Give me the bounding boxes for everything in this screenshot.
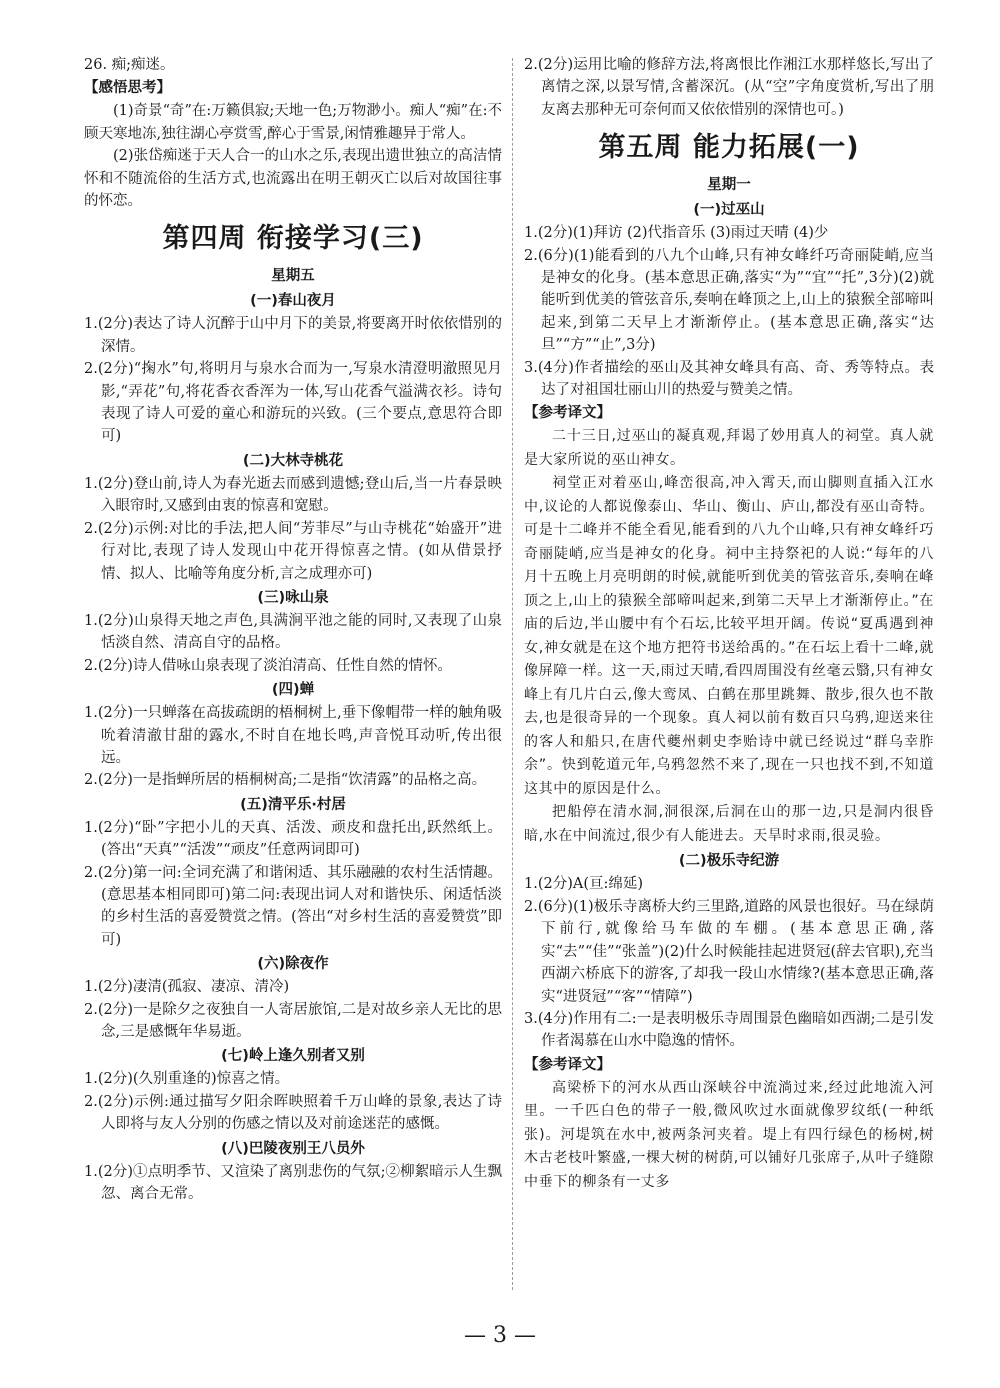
translation-paragraph: 高梁桥下的河水从西山深峡谷中流淌过来,经过此地流入河里。一千匹白色的带子一般,微风吹过水面就像罗纹纸(一种纸张)。河堤筑在水中,被两条河夹着。堤上有四行绿色的杨树,树木古老枝叶繁盛,一棵大树的树荫,可以铺好几张席子,从叶子缝隙中垂下的柳条有一丈多	[524, 1079, 934, 1190]
section-title-cicada: (四)蝉	[271, 682, 315, 699]
day-monday-heading: 星期一	[707, 177, 751, 194]
answer-item: 3.(4分)作者描绘的巫山及其神女峰具有高、奇、秀等特点。表达了对祖国壮丽山川的热爱与赞美之情。	[524, 359, 934, 399]
week-four-title: 第四周 衔接学习(三)	[162, 223, 424, 255]
left-column	[84, 54, 502, 1205]
reflection-paragraph-1: (1)奇景“奇”在:万籁俱寂;天地一色;万物渺小。痴人“痴”在:不顾天寒地冻,独往湖心亭赏雪,醉心于雪景,闲情雅趣异于常人。	[84, 103, 502, 142]
section-title-reunion-farewell: (七)岭上逢久别者又别	[221, 1048, 365, 1065]
reflection-paragraph-2: (2)张岱痴迷于天人合一的山水之乐,表现出遗世独立的高洁情怀和不随流俗的生活方式,也流露出在明王朝灭亡以后对故国往事的怀恋。	[84, 148, 502, 210]
answer-item: 1.(2分)(久别重逢的)惊喜之情。	[84, 1071, 290, 1088]
translation-paragraph: 二十三日,过巫山的凝真观,拜谒了妙用真人的祠堂。真人就是大家所说的巫山神女。	[524, 428, 934, 468]
answer-item: 2.(2分)示例:对比的手法,把人间“芳菲尽”与山寺桃花“始盛开”进行对比,表现了诗人发现山中花开得惊喜之情。(如从借景抒情、拟人、比喻等角度分析,言之成理亦可)	[84, 520, 502, 582]
answer-item: 2.(6分)(1)极乐寺离桥大约三里路,道路的风景也很好。马在绿荫下前行,就像给马车做的车棚。(基本意思正确,落实“去”“佳”“张盖”)(2)什么时候能挂起进贤冠(辞去官职),充当西湖六桥底下的游客,了却我一段山水情缘?(基本意思正确,落实“进贤冠”“客”“情障”)	[524, 898, 934, 1005]
answer-item: 1.(2分)山泉得天地之声色,具满涧平池之能的同时,又表现了山泉恬淡自然、清高自守的品格。	[84, 612, 502, 652]
section-title-baling-farewell: (八)巴陵夜别王八员外	[221, 1140, 365, 1157]
translation-block	[524, 425, 934, 848]
answer-item: 3.(4分)作用有二:一是表明极乐寺周围景色幽暗如西湖;二是引发作者渴慕在山水中隐逸的情怀。	[524, 1010, 934, 1050]
page-number: — 3 —	[464, 1323, 536, 1348]
answer-item: 1.(2分)登山前,诗人为春光逝去而感到遗憾;登山后,当一片春景映入眼帘时,又感到由衷的惊喜和宽慰。	[84, 475, 502, 515]
section-title-dalin-temple: (二)大林寺桃花	[242, 452, 344, 469]
translation-paragraph: 把船停在清水洞,洞很深,后洞在山的那一边,只是洞内很昏暗,水在中间流过,很少有人能进去。天旱时求雨,很灵验。	[524, 804, 934, 844]
day-friday-heading: 星期五	[271, 268, 315, 285]
answer-item: 1.(2分)凄清(孤寂、凄凉、清冷)	[84, 979, 290, 996]
answer-item: 1.(2分)(1)拜访 (2)代指音乐 (3)雨过天晴 (4)少	[524, 225, 829, 242]
answer-item: 2.(2分)运用比喻的修辞方法,将离恨比作湘江水那样悠长,写出了离情之深,以景写情,含蓄深沉。(从“空”字角度赏析,写出了朋友离去那种无可奈何而又依依惜别的深情也可。)	[524, 57, 934, 118]
answer-item: 2.(2分)一是除夕之夜独自一人寄居旅馆,二是对故乡亲人无比的思念,三是感慨年华易逝。	[84, 1001, 502, 1040]
section-title-village-life: (五)清平乐·村居	[240, 796, 346, 813]
week-five-title: 第五周 能力拓展(一)	[598, 132, 860, 164]
answer-item: 2.(6分)(1)能看到的八九个山峰,只有神女峰纤巧奇丽陡峭,应当是神女的化身。(基本意思正确,落实“为”“宜”“托”,3分)(2)就能听到优美的管弦音乐,奏响在峰顶之上,山上的猿猴全部啼叫起来,到第二天早上才渐渐停止。(基本意思正确,落实“达旦”“方”“止”,3分)	[524, 247, 934, 354]
translation-tag: 【参考译文】	[524, 405, 611, 422]
reflection-tag: 【感悟思考】	[84, 80, 171, 97]
section-title-mountain-spring: (三)咏山泉	[257, 589, 329, 606]
answer-item: 1.(2分)一只蝉落在高拔疏朗的梧桐树上,垂下像帽带一样的触角吸吮着清澈甘甜的露水,不时自在地长鸣,声音悦耳动听,传出很远。	[84, 705, 502, 766]
answer-item: 1.(2分)A(亘:绵延)	[524, 876, 644, 893]
translation-paragraph: 祠堂正对着巫山,峰峦很高,冲入霄天,而山脚则直插入江水中,议论的人都说像泰山、华山、衡山、庐山,都没有巫山奇特。可是十二峰并不能全看见,能看到的八九个山峰,只有神女峰纤巧奇丽陡峭,应当是神女的化身。祠中主持祭祀的人说:“每年的八月十五晚上月亮明朗的时候,就能听到优美的管弦音乐,奏响在峰顶之上,山上的猿猴全部啼叫起来,到第二天早上才渐渐停止。”在庙的后边,半山腰中有个石坛,比较平坦开阔。传说“夏禹遇到神女,神女就是在这个地方把符书送给禹的。”在石坛上看十二峰,就像屏障一样。这一天,雨过天晴,看四周围没有丝毫云翳,只有神女峰上有几片白云,像大鸾凤、白鹤在那里跳舞、散步,很久也不散去,也是很奇异的一个现象。真人祠以前有数百只乌鸦,迎送来往的客人和船只,在唐代夔州刺史李贻诗中就已经说过“群乌幸胙余”。快到乾道元年,乌鸦忽然不来了,现在一只也找不到,不知道这其中的原因是什么。	[524, 475, 934, 797]
answer-item: 1.(2分)表达了诗人沉醉于山中月下的美景,将要离开时依依惜别的深情。	[84, 316, 502, 355]
translation-tag: 【参考译文】	[524, 1056, 611, 1073]
answer-item: 2.(2分)一是指蝉所居的梧桐树高;二是指“饮清露”的品格之高。	[84, 772, 487, 789]
answer-item: 2.(2分)诗人借咏山泉表现了淡泊清高、任性自然的情怀。	[84, 657, 452, 674]
section-title-new-years-eve: (六)除夜作	[257, 956, 329, 973]
translation-block	[524, 1077, 934, 1195]
section-title-jile-temple: (二)极乐寺纪游	[678, 853, 780, 870]
section-title-spring-mountain-moon: (一)春山夜月	[250, 293, 336, 310]
answer-item: 2.(2分)示例:通过描写夕阳余晖映照着千万山峰的景象,表达了诗人即将与友人分别的伤感之情以及对前途迷茫的感慨。	[84, 1093, 502, 1133]
right-column	[524, 54, 934, 1194]
column-divider	[512, 58, 513, 1290]
answer-item: 1.(2分)①点明季节、又渲染了离别悲伤的气氛;②柳絮暗示人生飘忽、离合无常。	[84, 1163, 502, 1203]
answer-item: 1.(2分)“卧”字把小儿的天真、活泼、顽皮和盘托出,跃然纸上。(答出“天真”“活泼”“顽皮”任意两词即可)	[84, 819, 502, 859]
section-title-passing-wushan: (一)过巫山	[693, 202, 765, 219]
answer-26: 26. 痴;痴迷。	[84, 57, 175, 73]
answer-item: 2.(2分)“掬水”句,将明月与泉水合而为一,写泉水清澄明澈照见月影,“弄花”句,将花香衣香浑为一体,写山花香气溢满衣衫。诗句表现了诗人可爱的童心和游玩的兴致。(三个要点,意思符合即可)	[84, 361, 502, 445]
answer-item: 2.(2分)第一问:全词充满了和谐闲适、其乐融融的农村生活情趣。(意思基本相同即可)第二问:表现出词人对和谐快乐、闲适恬淡的乡村生活的喜爱赞赏之情。(答出“对乡村生活的喜爱赞赏”即可)	[84, 864, 502, 948]
